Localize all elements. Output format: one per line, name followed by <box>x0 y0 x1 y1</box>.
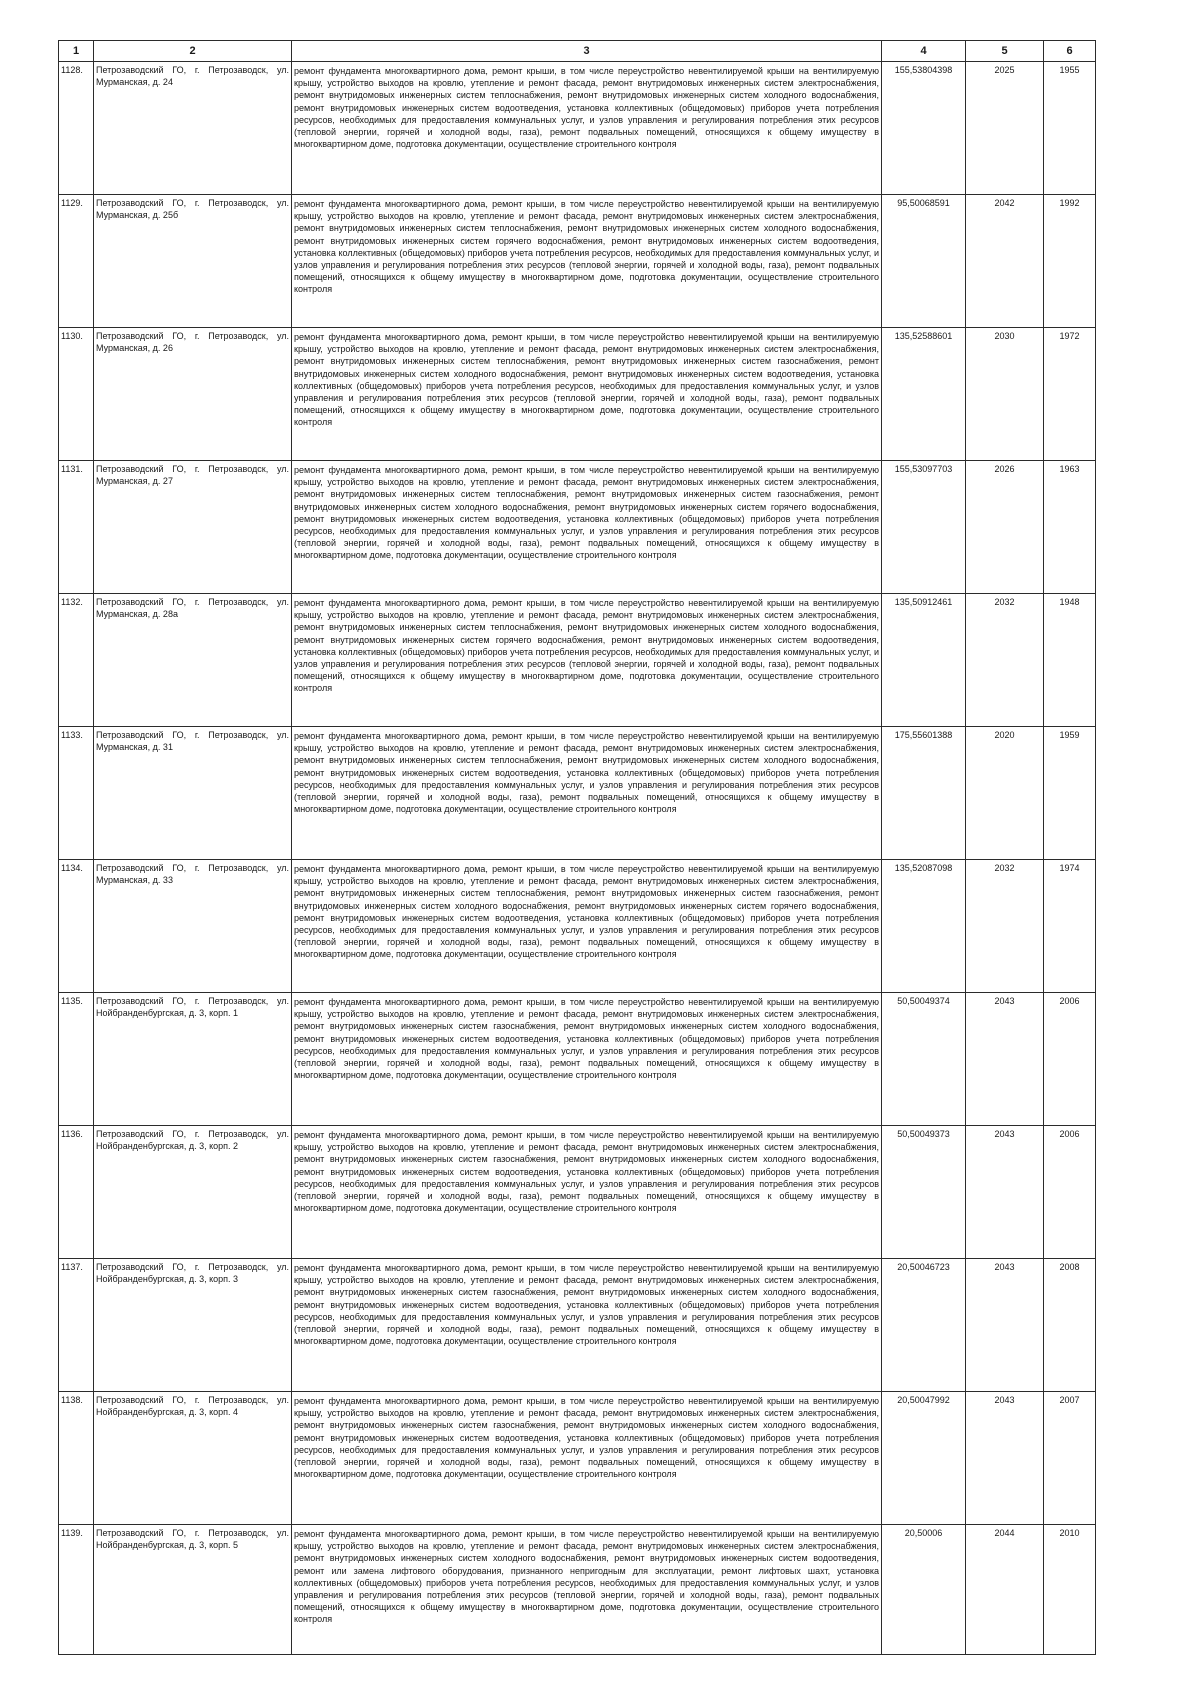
column-header-4: 4 <box>882 41 966 62</box>
table-row <box>59 1525 1096 1655</box>
build-year-cell: 1992 <box>1044 195 1096 328</box>
row-number-cell: 1133. <box>59 727 94 860</box>
cost-cell: 20,50047992 <box>882 1392 966 1525</box>
row-number-cell: 1135. <box>59 993 94 1126</box>
planned-year-cell: 2020 <box>966 727 1044 860</box>
works-cell: ремонт фундамента многоквартирного дома, ремонт крыши, в том числе переустройство невентилируемой крыши на вентилируемую крышу, устройство выходов на кровлю, утепление и ремонт фасада, ремонт внутридомовых инженерных систем электроснабжения, ремонт внутридомовых инженерных систем газоснабжения, ремонт внутридомовых инженерных систем холодного водоснабжения, ремонт внутридомовых инженерных систем водоотведения, установка коллективных (общедомовых) приборов учета потребления ресурсов, необходимых для предоставления коммунальных услуг, и узлов управления и регулирования потребления этих ресурсов (тепловой энергии, горячей и холодной воды, газа), ремонт подвальных помещений, относящихся к общему имуществу в многоквартирном доме, подготовка документации, осуществление строительного контроля <box>292 1259 882 1392</box>
address-cell: Петрозаводский ГО, г. Петрозаводск, ул. Мурманская, д. 31 <box>94 727 292 860</box>
address-cell: Петрозаводский ГО, г. Петрозаводск, ул. Мурманская, д. 27 <box>94 461 292 594</box>
planned-year-cell: 2030 <box>966 328 1044 461</box>
planned-year-cell: 2026 <box>966 461 1044 594</box>
row-number-cell: 1137. <box>59 1259 94 1392</box>
cost-cell: 135,50912461 <box>882 594 966 727</box>
table-row <box>59 1126 1096 1259</box>
build-year-cell: 2007 <box>1044 1392 1096 1525</box>
row-number-cell: 1139. <box>59 1525 94 1655</box>
address-cell: Петрозаводский ГО, г. Петрозаводск, ул. Мурманская, д. 28а <box>94 594 292 727</box>
row-number-cell: 1130. <box>59 328 94 461</box>
address-cell: Петрозаводский ГО, г. Петрозаводск, ул. Нойбранденбургская, д. 3, корп. 5 <box>94 1525 292 1655</box>
address-cell: Петрозаводский ГО, г. Петрозаводск, ул. Мурманская, д. 33 <box>94 860 292 993</box>
works-cell: ремонт фундамента многоквартирного дома, ремонт крыши, в том числе переустройство невентилируемой крыши на вентилируемую крышу, устройство выходов на кровлю, утепление и ремонт фасада, ремонт внутридомовых инженерных систем электроснабжения, ремонт внутридомовых инженерных систем газоснабжения, ремонт внутридомовых инженерных систем холодного водоснабжения, ремонт внутридомовых инженерных систем водоотведения, установка коллективных (общедомовых) приборов учета потребления ресурсов, необходимых для предоставления коммунальных услуг, и узлов управления и регулирования потребления этих ресурсов (тепловой энергии, горячей и холодной воды, газа), ремонт подвальных помещений, относящихся к общему имуществу в многоквартирном доме, подготовка документации, осуществление строительного контроля <box>292 1126 882 1259</box>
works-cell: ремонт фундамента многоквартирного дома, ремонт крыши, в том числе переустройство невентилируемой крыши на вентилируемую крышу, устройство выходов на кровлю, утепление и ремонт фасада, ремонт внутридомовых инженерных систем электроснабжения, ремонт внутридомовых инженерных систем теплоснабжения, ремонт внутридомовых инженерных систем холодного водоснабжения, ремонт внутридомовых инженерных систем горячего водоснабжения, ремонт внутридомовых инженерных систем водоотведения, установка коллективных (общедомовых) приборов учета потребления ресурсов, необходимых для предоставления коммунальных услуг, и узлов управления и регулирования потребления этих ресурсов (тепловой энергии, горячей и холодной воды, газа), ремонт подвальных помещений, относящихся к общему имуществу в многоквартирном доме, подготовка документации, осуществление строительного контроля <box>292 195 882 328</box>
address-cell: Петрозаводский ГО, г. Петрозаводск, ул. Нойбранденбургская, д. 3, корп. 1 <box>94 993 292 1126</box>
cost-cell: 20,50006 <box>882 1525 966 1655</box>
address-cell: Петрозаводский ГО, г. Петрозаводск, ул. Нойбранденбургская, д. 3, корп. 3 <box>94 1259 292 1392</box>
row-number-cell: 1138. <box>59 1392 94 1525</box>
table-row <box>59 461 1096 594</box>
address-cell: Петрозаводский ГО, г. Петрозаводск, ул. Мурманская, д. 24 <box>94 62 292 195</box>
table-row <box>59 1259 1096 1392</box>
row-number-cell: 1129. <box>59 195 94 328</box>
row-number-cell: 1134. <box>59 860 94 993</box>
build-year-cell: 1959 <box>1044 727 1096 860</box>
table-row <box>59 860 1096 993</box>
column-header-1: 1 <box>59 41 94 62</box>
planned-year-cell: 2043 <box>966 1126 1044 1259</box>
build-year-cell: 1974 <box>1044 860 1096 993</box>
column-header-3: 3 <box>292 41 882 62</box>
planned-year-cell: 2044 <box>966 1525 1044 1655</box>
row-number-cell: 1132. <box>59 594 94 727</box>
table-row <box>59 328 1096 461</box>
table-body <box>59 62 1096 1655</box>
works-cell: ремонт фундамента многоквартирного дома, ремонт крыши, в том числе переустройство невентилируемой крыши на вентилируемую крышу, устройство выходов на кровлю, утепление и ремонт фасада, ремонт внутридомовых инженерных систем электроснабжения, ремонт внутридомовых инженерных систем теплоснабжения, ремонт внутридомовых инженерных систем холодного водоснабжения, ремонт внутридомовых инженерных систем водоотведения, установка коллективных (общедомовых) приборов учета потребления ресурсов, необходимых для предоставления коммунальных услуг, и узлов управления и регулирования потребления этих ресурсов (тепловой энергии, горячей и холодной воды, газа), ремонт подвальных помещений, относящихся к общему имуществу в многоквартирном доме, подготовка документации, осуществление строительного контроля <box>292 727 882 860</box>
header-row <box>59 41 1096 62</box>
address-cell: Петрозаводский ГО, г. Петрозаводск, ул. Нойбранденбургская, д. 3, корп. 4 <box>94 1392 292 1525</box>
cost-cell: 155,53097703 <box>882 461 966 594</box>
build-year-cell: 2008 <box>1044 1259 1096 1392</box>
build-year-cell: 2006 <box>1044 993 1096 1126</box>
planned-year-cell: 2043 <box>966 993 1044 1126</box>
table-row <box>59 195 1096 328</box>
works-cell: ремонт фундамента многоквартирного дома, ремонт крыши, в том числе переустройство невентилируемой крыши на вентилируемую крышу, устройство выходов на кровлю, утепление и ремонт фасада, ремонт внутридомовых инженерных систем электроснабжения, ремонт внутридомовых инженерных систем теплоснабжения, ремонт внутридомовых инженерных систем газоснабжения, ремонт внутридомовых инженерных систем холодного водоснабжения, ремонт внутридомовых инженерных систем горячего водоснабжения, ремонт внутридомовых инженерных систем водоотведения, установка коллективных (общедомовых) приборов учета потребления ресурсов, необходимых для предоставления коммунальных услуг, и узлов управления и регулирования потребления этих ресурсов (тепловой энергии, горячей и холодной воды, газа), ремонт подвальных помещений, относящихся к общему имуществу в многоквартирном доме, подготовка документации, осуществление строительного контроля <box>292 461 882 594</box>
planned-year-cell: 2043 <box>966 1259 1044 1392</box>
build-year-cell: 1963 <box>1044 461 1096 594</box>
cost-cell: 20,50046723 <box>882 1259 966 1392</box>
address-cell: Петрозаводский ГО, г. Петрозаводск, ул. Нойбранденбургская, д. 3, корп. 2 <box>94 1126 292 1259</box>
cost-cell: 135,52588601 <box>882 328 966 461</box>
cost-cell: 50,50049374 <box>882 993 966 1126</box>
capital-repair-table <box>58 40 1096 1655</box>
table-row <box>59 594 1096 727</box>
build-year-cell: 1972 <box>1044 328 1096 461</box>
works-cell: ремонт фундамента многоквартирного дома, ремонт крыши, в том числе переустройство невентилируемой крыши на вентилируемую крышу, устройство выходов на кровлю, утепление и ремонт фасада, ремонт внутридомовых инженерных систем электроснабжения, ремонт внутридомовых инженерных систем теплоснабжения, ремонт внутридомовых инженерных систем холодного водоснабжения, ремонт внутридомовых инженерных систем водоотведения, установка коллективных (общедомовых) приборов учета потребления ресурсов, необходимых для предоставления коммунальных услуг, и узлов управления и регулирования потребления этих ресурсов (тепловой энергии, горячей и холодной воды, газа), ремонт подвальных помещений, относящихся к общему имуществу в многоквартирном доме, подготовка документации, осуществление строительного контроля <box>292 62 882 195</box>
planned-year-cell: 2043 <box>966 1392 1044 1525</box>
column-header-5: 5 <box>966 41 1044 62</box>
build-year-cell: 1955 <box>1044 62 1096 195</box>
build-year-cell: 1948 <box>1044 594 1096 727</box>
table-row <box>59 993 1096 1126</box>
column-header-2: 2 <box>94 41 292 62</box>
cost-cell: 95,50068591 <box>882 195 966 328</box>
build-year-cell: 2006 <box>1044 1126 1096 1259</box>
build-year-cell: 2010 <box>1044 1525 1096 1655</box>
address-cell: Петрозаводский ГО, г. Петрозаводск, ул. Мурманская, д. 26 <box>94 328 292 461</box>
works-cell: ремонт фундамента многоквартирного дома, ремонт крыши, в том числе переустройство невентилируемой крыши на вентилируемую крышу, устройство выходов на кровлю, утепление и ремонт фасада, ремонт внутридомовых инженерных систем электроснабжения, ремонт внутридомовых инженерных систем теплоснабжения, ремонт внутридомовых инженерных систем газоснабжения, ремонт внутридомовых инженерных систем холодного водоснабжения, ремонт внутридомовых инженерных систем водоотведения, установка коллективных (общедомовых) приборов учета потребления ресурсов, необходимых для предоставления коммунальных услуг, и узлов управления и регулирования потребления этих ресурсов (тепловой энергии, горячей и холодной воды, газа), ремонт подвальных помещений, относящихся к общему имуществу в многоквартирном доме, подготовка документации, осуществление строительного контроля <box>292 328 882 461</box>
planned-year-cell: 2042 <box>966 195 1044 328</box>
table-row <box>59 1392 1096 1525</box>
cost-cell: 50,50049373 <box>882 1126 966 1259</box>
column-header-6: 6 <box>1044 41 1096 62</box>
row-number-cell: 1128. <box>59 62 94 195</box>
address-cell: Петрозаводский ГО, г. Петрозаводск, ул. Мурманская, д. 25б <box>94 195 292 328</box>
planned-year-cell: 2025 <box>966 62 1044 195</box>
cost-cell: 155,53804398 <box>882 62 966 195</box>
cost-cell: 135,52087098 <box>882 860 966 993</box>
row-number-cell: 1131. <box>59 461 94 594</box>
cost-cell: 175,55601388 <box>882 727 966 860</box>
planned-year-cell: 2032 <box>966 860 1044 993</box>
table-row <box>59 727 1096 860</box>
works-cell: ремонт фундамента многоквартирного дома, ремонт крыши, в том числе переустройство невентилируемой крыши на вентилируемую крышу, устройство выходов на кровлю, утепление и ремонт фасада, ремонт внутридомовых инженерных систем электроснабжения, ремонт внутридомовых инженерных систем теплоснабжения, ремонт внутридомовых инженерных систем холодного водоснабжения, ремонт внутридомовых инженерных систем горячего водоснабжения, ремонт внутридомовых инженерных систем водоотведения, установка коллективных (общедомовых) приборов учета потребления ресурсов, необходимых для предоставления коммунальных услуг, и узлов управления и регулирования потребления этих ресурсов (тепловой энергии, горячей и холодной воды, газа), ремонт подвальных помещений, относящихся к общему имуществу в многоквартирном доме, подготовка документации, осуществление строительного контроля <box>292 594 882 727</box>
works-cell: ремонт фундамента многоквартирного дома, ремонт крыши, в том числе переустройство невентилируемой крыши на вентилируемую крышу, устройство выходов на кровлю, утепление и ремонт фасада, ремонт внутридомовых инженерных систем электроснабжения, ремонт внутридомовых инженерных систем газоснабжения, ремонт внутридомовых инженерных систем холодного водоснабжения, ремонт внутридомовых инженерных систем водоотведения, установка коллективных (общедомовых) приборов учета потребления ресурсов, необходимых для предоставления коммунальных услуг, и узлов управления и регулирования потребления этих ресурсов (тепловой энергии, горячей и холодной воды, газа), ремонт подвальных помещений, относящихся к общему имуществу в многоквартирном доме, подготовка документации, осуществление строительного контроля <box>292 993 882 1126</box>
works-cell: ремонт фундамента многоквартирного дома, ремонт крыши, в том числе переустройство невентилируемой крыши на вентилируемую крышу, устройство выходов на кровлю, утепление и ремонт фасада, ремонт внутридомовых инженерных систем электроснабжения, ремонт внутридомовых инженерных систем теплоснабжения, ремонт внутридомовых инженерных систем газоснабжения, ремонт внутридомовых инженерных систем холодного водоснабжения, ремонт внутридомовых инженерных систем горячего водоснабжения, ремонт внутридомовых инженерных систем водоотведения, установка коллективных (общедомовых) приборов учета потребления ресурсов, необходимых для предоставления коммунальных услуг, и узлов управления и регулирования потребления этих ресурсов (тепловой энергии, горячей и холодной воды, газа), ремонт подвальных помещений, относящихся к общему имуществу в многоквартирном доме, подготовка документации, осуществление строительного контроля <box>292 860 882 993</box>
planned-year-cell: 2032 <box>966 594 1044 727</box>
works-cell: ремонт фундамента многоквартирного дома, ремонт крыши, в том числе переустройство невентилируемой крыши на вентилируемую крышу, устройство выходов на кровлю, утепление и ремонт фасада, ремонт внутридомовых инженерных систем электроснабжения, ремонт внутридомовых инженерных систем газоснабжения, ремонт внутридомовых инженерных систем холодного водоснабжения, ремонт внутридомовых инженерных систем водоотведения, установка коллективных (общедомовых) приборов учета потребления ресурсов, необходимых для предоставления коммунальных услуг, и узлов управления и регулирования потребления этих ресурсов (тепловой энергии, горячей и холодной воды, газа), ремонт подвальных помещений, относящихся к общему имуществу в многоквартирном доме, подготовка документации, осуществление строительного контроля <box>292 1392 882 1525</box>
row-number-cell: 1136. <box>59 1126 94 1259</box>
works-cell: ремонт фундамента многоквартирного дома, ремонт крыши, в том числе переустройство невентилируемой крыши на вентилируемую крышу, устройство выходов на кровлю, утепление и ремонт фасада, ремонт внутридомовых инженерных систем электроснабжения, ремонт внутридомовых инженерных систем холодного водоснабжения, ремонт внутридомовых инженерных систем водоотведения, ремонт или замена лифтового оборудования, признанного непригодным для эксплуатации, ремонт лифтовых шахт, установка коллективных (общедомовых) приборов учета потребления ресурсов, необходимых для предоставления коммунальных услуг, и узлов управления и регулирования потребления этих ресурсов (тепловой энергии, горячей и холодной воды, газа), ремонт подвальных помещений, относящихся к общему имуществу в многоквартирном доме, подготовка документации, осуществление строительного контроля <box>292 1525 882 1655</box>
table-row <box>59 62 1096 195</box>
